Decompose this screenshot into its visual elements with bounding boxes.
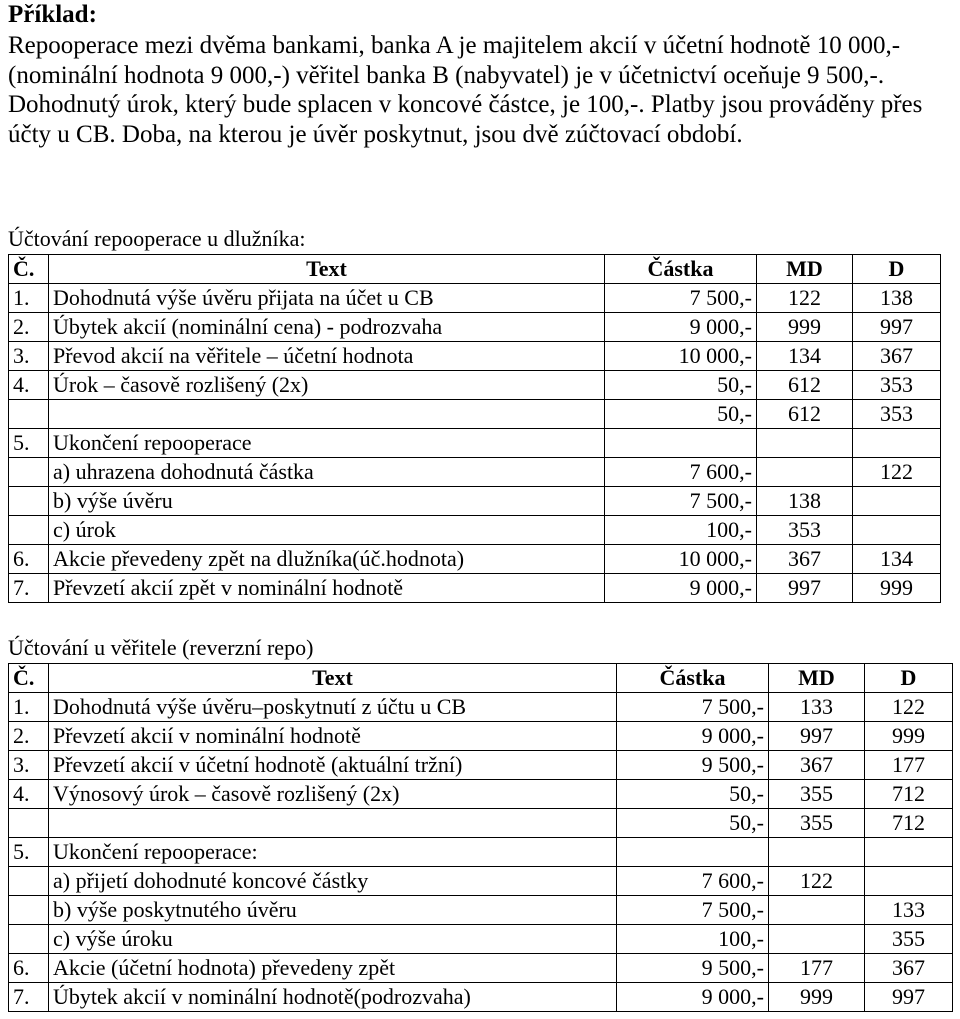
row-number: 5. xyxy=(9,838,49,867)
row-amount: 9 000,- xyxy=(617,983,769,1012)
row-amount: 9 500,- xyxy=(617,751,769,780)
row-debit: 133 xyxy=(769,693,865,722)
row-credit xyxy=(853,487,941,516)
row-number xyxy=(9,896,49,925)
table-row xyxy=(9,983,953,1012)
row-credit: 999 xyxy=(865,722,953,751)
row-number: 1. xyxy=(9,693,49,722)
row-amount: 9 000,- xyxy=(605,574,757,603)
row-credit: 355 xyxy=(865,925,953,954)
row-debit xyxy=(769,925,865,954)
row-number xyxy=(9,400,49,429)
row-credit: 138 xyxy=(853,284,941,313)
row-credit: 367 xyxy=(865,954,953,983)
row-amount: 50,- xyxy=(617,809,769,838)
row-amount: 50,- xyxy=(605,371,757,400)
table-row xyxy=(9,867,953,896)
table-row xyxy=(9,429,941,458)
row-debit: 134 xyxy=(757,342,853,371)
row-number: 3. xyxy=(9,342,49,371)
row-amount: 7 500,- xyxy=(605,487,757,516)
row-number: 7. xyxy=(9,983,49,1012)
header-amount: Částka xyxy=(605,255,757,284)
table-row xyxy=(9,516,941,545)
row-debit: 122 xyxy=(757,284,853,313)
row-number: 4. xyxy=(9,780,49,809)
row-credit: 353 xyxy=(853,371,941,400)
row-amount: 50,- xyxy=(617,780,769,809)
row-text xyxy=(49,809,617,838)
row-amount: 100,- xyxy=(605,516,757,545)
row-debit: 355 xyxy=(769,809,865,838)
table-row xyxy=(9,574,941,603)
table-row xyxy=(9,313,941,342)
row-credit xyxy=(853,516,941,545)
row-text: Ukončení repooperace: xyxy=(49,838,617,867)
row-credit: 353 xyxy=(853,400,941,429)
row-text: Ukončení repooperace xyxy=(49,429,605,458)
row-text: c) úrok xyxy=(49,516,605,545)
row-credit: 134 xyxy=(853,545,941,574)
row-credit xyxy=(865,867,953,896)
row-debit: 367 xyxy=(769,751,865,780)
row-amount: 7 500,- xyxy=(617,693,769,722)
row-credit: 997 xyxy=(865,983,953,1012)
row-credit: 997 xyxy=(853,313,941,342)
row-amount xyxy=(617,838,769,867)
header-text: Text xyxy=(49,664,617,693)
row-text: Převzetí akcií v nominální hodnotě xyxy=(49,722,617,751)
row-text: a) přijetí dohodnuté koncové částky xyxy=(49,867,617,896)
row-credit: 712 xyxy=(865,809,953,838)
table-row xyxy=(9,751,953,780)
row-debit: 353 xyxy=(757,516,853,545)
row-debit xyxy=(757,429,853,458)
row-number xyxy=(9,809,49,838)
row-debit: 999 xyxy=(769,983,865,1012)
row-text: Dohodnutá výše úvěru přijata na účet u CB xyxy=(49,284,605,313)
row-credit: 177 xyxy=(865,751,953,780)
row-debit: 997 xyxy=(757,574,853,603)
row-text: b) výše úvěru xyxy=(49,487,605,516)
row-number: 5. xyxy=(9,429,49,458)
row-number: 6. xyxy=(9,545,49,574)
row-debit: 999 xyxy=(757,313,853,342)
row-number xyxy=(9,487,49,516)
row-number: 3. xyxy=(9,751,49,780)
header-number: Č. xyxy=(9,664,49,693)
table-header-row xyxy=(9,664,953,693)
row-debit xyxy=(757,458,853,487)
row-number xyxy=(9,516,49,545)
row-amount: 7 600,- xyxy=(605,458,757,487)
row-amount: 7 500,- xyxy=(605,284,757,313)
row-text: Dohodnutá výše úvěru–poskytnutí z účtu u CB xyxy=(49,693,617,722)
row-number xyxy=(9,867,49,896)
table-row xyxy=(9,722,953,751)
row-amount: 9 500,- xyxy=(617,954,769,983)
table-row xyxy=(9,809,953,838)
row-amount: 9 000,- xyxy=(617,722,769,751)
table-row xyxy=(9,371,941,400)
row-number: 4. xyxy=(9,371,49,400)
table-row xyxy=(9,954,953,983)
row-text: Převzetí akcií zpět v nominální hodnotě xyxy=(49,574,605,603)
row-text: Výnosový úrok – časově rozlišený (2x) xyxy=(49,780,617,809)
example-heading: Příklad: xyxy=(8,1,97,28)
row-text: Úbytek akcií v nominální hodnotě(podrozvaha) xyxy=(49,983,617,1012)
table-row xyxy=(9,342,941,371)
row-credit: 712 xyxy=(865,780,953,809)
row-credit xyxy=(853,429,941,458)
header-credit: D xyxy=(853,255,941,284)
table-row xyxy=(9,838,953,867)
table-header-row xyxy=(9,255,941,284)
row-debit xyxy=(769,896,865,925)
row-number xyxy=(9,925,49,954)
row-debit: 138 xyxy=(757,487,853,516)
row-amount: 50,- xyxy=(605,400,757,429)
table-row xyxy=(9,693,953,722)
example-description: Repooperace mezi dvěma bankami, banka A je majitelem akcií v účetní hodnotě 10 000,- (nominální hodnota 9 000,-) věřitel banka B (nabyvatel) je v účetnictví oceňuje 9 500,-. Dohodnutý úrok, který bude splacen v koncové částce, je 100,-. Platby jsou prováděny přes účty u CB. Doba, na kterou je úvěr poskytnut, jsou dvě zúčtovací období. xyxy=(8,32,923,148)
row-credit: 999 xyxy=(853,574,941,603)
header-number: Č. xyxy=(9,255,49,284)
table-row xyxy=(9,545,941,574)
header-debit: MD xyxy=(757,255,853,284)
header-credit: D xyxy=(865,664,953,693)
row-amount: 10 000,- xyxy=(605,545,757,574)
debtor-ledger-table xyxy=(8,254,941,603)
header-amount: Částka xyxy=(617,664,769,693)
row-number: 1. xyxy=(9,284,49,313)
table-row xyxy=(9,400,941,429)
row-amount xyxy=(605,429,757,458)
row-text: Úbytek akcií (nominální cena) - podrozvaha xyxy=(49,313,605,342)
table-row xyxy=(9,284,941,313)
header-debit: MD xyxy=(769,664,865,693)
header-text: Text xyxy=(49,255,605,284)
row-text: Převod akcií na věřitele – účetní hodnota xyxy=(49,342,605,371)
row-debit: 612 xyxy=(757,371,853,400)
row-credit: 133 xyxy=(865,896,953,925)
row-number: 7. xyxy=(9,574,49,603)
row-amount: 7 600,- xyxy=(617,867,769,896)
row-text: a) uhrazena dohodnutá částka xyxy=(49,458,605,487)
row-debit xyxy=(769,838,865,867)
row-amount: 9 000,- xyxy=(605,313,757,342)
table-row xyxy=(9,780,953,809)
row-debit: 612 xyxy=(757,400,853,429)
row-text: Akcie (účetní hodnota) převedeny zpět xyxy=(49,954,617,983)
row-credit: 122 xyxy=(853,458,941,487)
table-row xyxy=(9,487,941,516)
row-debit: 367 xyxy=(757,545,853,574)
row-number: 2. xyxy=(9,722,49,751)
row-debit: 355 xyxy=(769,780,865,809)
creditor-ledger-table xyxy=(8,663,953,1012)
row-debit: 177 xyxy=(769,954,865,983)
row-amount: 10 000,- xyxy=(605,342,757,371)
row-amount: 100,- xyxy=(617,925,769,954)
table-row xyxy=(9,458,941,487)
row-amount: 7 500,- xyxy=(617,896,769,925)
row-text xyxy=(49,400,605,429)
row-number: 6. xyxy=(9,954,49,983)
row-credit: 122 xyxy=(865,693,953,722)
table-row xyxy=(9,896,953,925)
row-debit: 997 xyxy=(769,722,865,751)
debtor-section-title: Účtování repooperace u dlužníka: xyxy=(8,226,306,251)
row-text: Úrok – časově rozlišený (2x) xyxy=(49,371,605,400)
row-number: 2. xyxy=(9,313,49,342)
row-text: Akcie převedeny zpět na dlužníka(úč.hodnota) xyxy=(49,545,605,574)
row-number xyxy=(9,458,49,487)
table-row xyxy=(9,925,953,954)
row-text: b) výše poskytnutého úvěru xyxy=(49,896,617,925)
row-credit: 367 xyxy=(853,342,941,371)
creditor-section-title: Účtování u věřitele (reverzní repo) xyxy=(8,635,314,660)
row-text: c) výše úroku xyxy=(49,925,617,954)
row-text: Převzetí akcií v účetní hodnotě (aktuální tržní) xyxy=(49,751,617,780)
row-debit: 122 xyxy=(769,867,865,896)
row-credit xyxy=(865,838,953,867)
